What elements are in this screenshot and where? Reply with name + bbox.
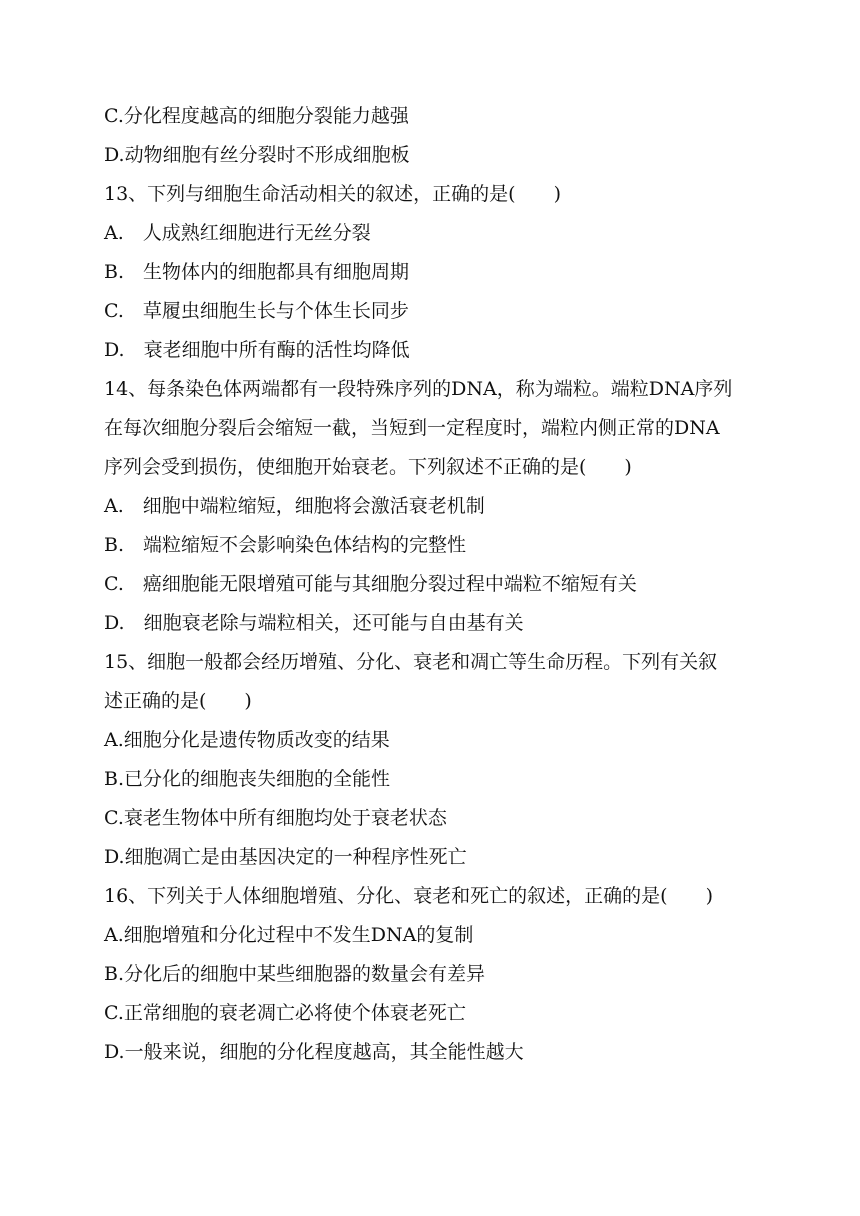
option-16a: A.细胞增殖和分化过程中不发生DNA的复制 xyxy=(104,924,474,946)
question-15-stem-line-2: 述正确的是( ) xyxy=(104,690,252,712)
option-14b: B. 端粒缩短不会影响染色体结构的完整性 xyxy=(104,534,467,556)
document-body xyxy=(104,97,764,1072)
option-16d: D.一般来说，细胞的分化程度越高，其全能性越大 xyxy=(104,1041,524,1063)
option-14d: D. 细胞衰老除与端粒相关，还可能与自由基有关 xyxy=(104,612,524,634)
question-13-stem: 13、下列与细胞生命活动相关的叙述，正确的是( ) xyxy=(104,183,562,205)
question-14-stem-line-2: 在每次细胞分裂后会缩短一截，当短到一定程度时，端粒内侧正常的DNA xyxy=(104,417,720,439)
option-12c: C.分化程度越高的细胞分裂能力越强 xyxy=(104,105,409,127)
question-15-stem-line-1: 15、细胞一般都会经历增殖、分化、衰老和凋亡等生命历程。下列有关叙 xyxy=(104,651,718,673)
question-14-stem-line-3: 序列会受到损伤，使细胞开始衰老。下列叙述不正确的是( ) xyxy=(104,456,632,478)
question-16-stem: 16、下列关于人体细胞增殖、分化、衰老和死亡的叙述，正确的是( ) xyxy=(104,885,714,907)
option-14a: A. 细胞中端粒缩短，细胞将会激活衰老机制 xyxy=(104,495,485,517)
option-15b: B.已分化的细胞丧失细胞的全能性 xyxy=(104,768,391,790)
option-15a: A.细胞分化是遗传物质改变的结果 xyxy=(104,729,390,751)
option-15d: D.细胞凋亡是由基因决定的一种程序性死亡 xyxy=(104,846,467,868)
option-13b: B. 生物体内的细胞都具有细胞周期 xyxy=(104,261,410,283)
option-16b: B.分化后的细胞中某些细胞器的数量会有差异 xyxy=(104,963,486,985)
option-13d: D. 衰老细胞中所有酶的活性均降低 xyxy=(104,339,410,361)
option-13c: C. 草履虫细胞生长与个体生长同步 xyxy=(104,300,409,322)
option-13a: A. 人成熟红细胞进行无丝分裂 xyxy=(104,222,371,244)
question-14-stem-line-1: 14、每条染色体两端都有一段特殊序列的DNA，称为端粒。端粒DNA序列 xyxy=(104,378,733,400)
option-16c: C.正常细胞的衰老凋亡必将使个体衰老死亡 xyxy=(104,1002,466,1024)
option-14c: C. 癌细胞能无限增殖可能与其细胞分裂过程中端粒不缩短有关 xyxy=(104,573,637,595)
option-12d: D.动物细胞有丝分裂时不形成细胞板 xyxy=(104,144,410,166)
option-15c: C.衰老生物体中所有细胞均处于衰老状态 xyxy=(104,807,447,829)
